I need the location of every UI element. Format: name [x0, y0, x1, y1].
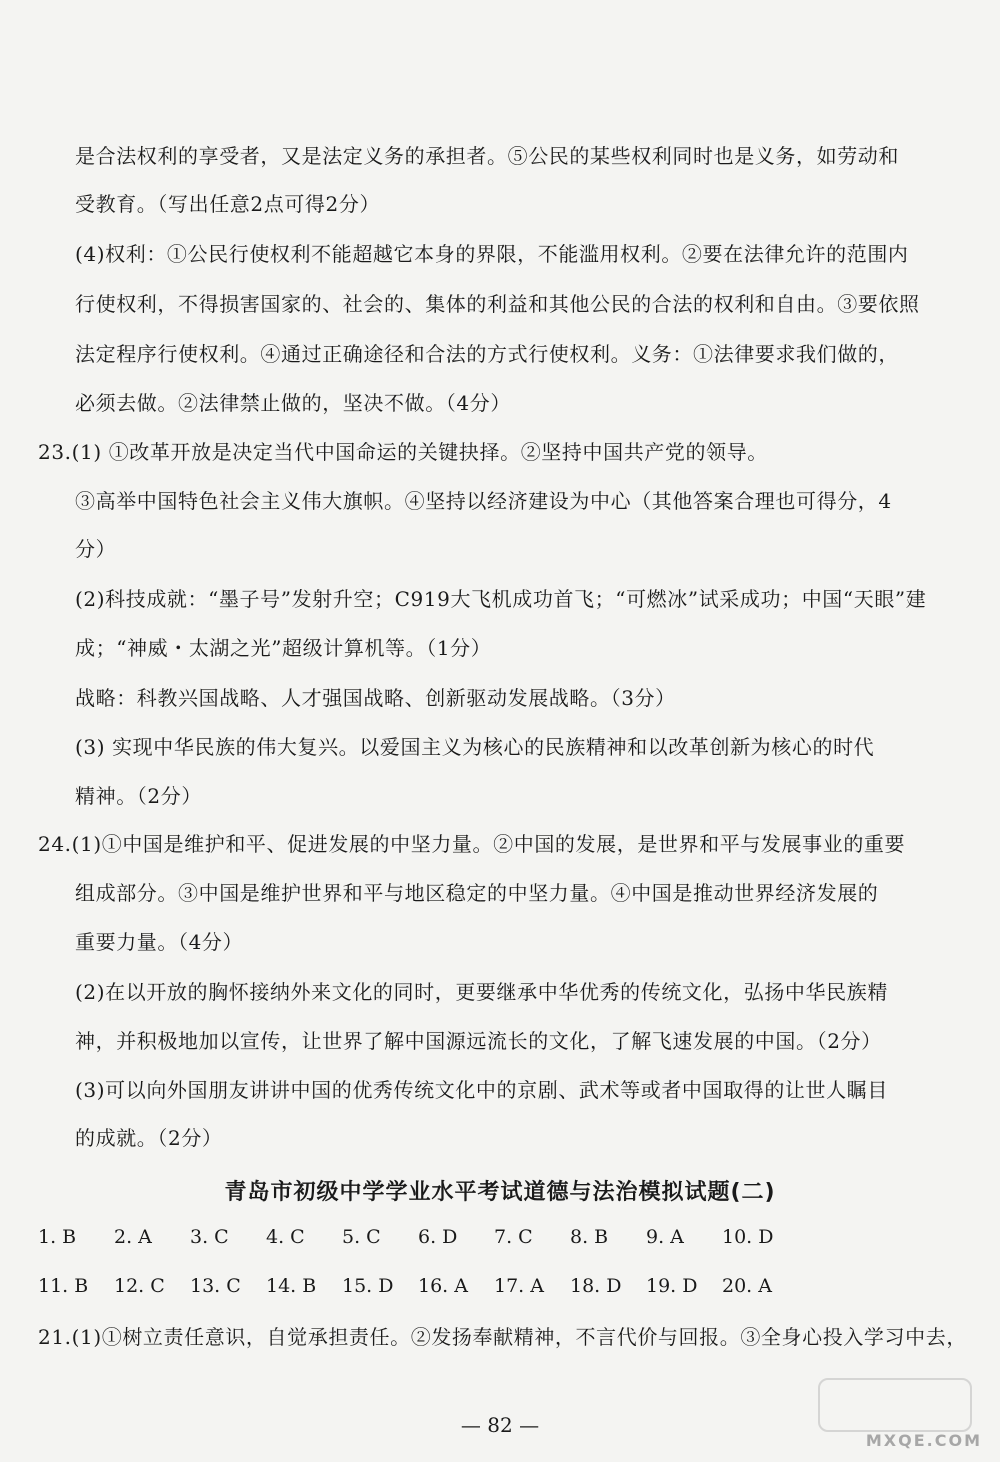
answer-item: 2. A — [114, 1226, 152, 1248]
text-line: 战略：科教兴国战略、人才强国战略、创新驱动发展战略。（3分） — [75, 686, 676, 710]
text-line: 必须去做。②法律禁止做的，坚决不做。（4分） — [75, 391, 511, 415]
answer-item: 4. C — [266, 1226, 305, 1248]
answer-item: 6. D — [418, 1226, 458, 1248]
answer-item: 8. B — [570, 1226, 609, 1248]
text-line: 神，并积极地加以宣传，让世界了解中国源远流长的文化，了解飞速发展的中国。（2分） — [75, 1029, 882, 1053]
answer-item: 18. D — [570, 1275, 622, 1297]
answer-item: 9. A — [646, 1226, 684, 1248]
text-line: ③高举中国特色社会主义伟大旗帜。④坚持以经济建设为中心（其他答案合理也可得分，4 — [75, 489, 892, 513]
text-line: (2)科技成就：“墨子号”发射升空；C919大飞机成功首飞；“可燃冰”试采成功；中国“天眼”建 — [75, 587, 927, 611]
answer-item: 16. A — [418, 1275, 468, 1297]
section-title: 青岛市初级中学学业水平考试道德与法治模拟试题(二) — [224, 1180, 776, 1205]
text-line: 分） — [75, 537, 117, 561]
text-line: 重要力量。（4分） — [75, 930, 244, 954]
text-line: (3)可以向外国朋友讲讲中国的优秀传统文化中的京剧、武术等或者中国取得的让世人瞩目 — [75, 1078, 888, 1102]
watermark-logo — [818, 1378, 972, 1432]
text-line: 是合法权利的享受者，又是法定义务的承担者。⑤公民的某些权利同时也是义务，如劳动和 — [75, 144, 899, 168]
answer-item: 3. C — [190, 1226, 229, 1248]
answer-item: 20. A — [722, 1275, 772, 1297]
question-21-line: 21.(1)①树立责任意识，自觉承担责任。②发扬奉献精神，不言代价与回报。③全身心投入学习中去， — [38, 1325, 967, 1349]
text-line: 受教育。（写出任意2点可得2分） — [75, 192, 381, 216]
answer-item: 17. A — [494, 1275, 544, 1297]
text-line: 行使权利，不得损害国家的、社会的、集体的利益和其他公民的合法的权利和自由。③要依照 — [75, 292, 920, 316]
answers-row-1 — [38, 1224, 798, 1250]
watermark-text: MXQE.COM — [865, 1431, 982, 1450]
question-23-line: 23.(1) ①改革开放是决定当代中国命运的关键抉择。②坚持中国共产党的领导。 — [38, 440, 768, 464]
text-line: (3) 实现中华民族的伟大复兴。以爱国主义为核心的民族精神和以改革创新为核心的时代 — [75, 735, 875, 759]
answer-item: 5. C — [342, 1226, 381, 1248]
text-line: 精神。（2分） — [75, 784, 202, 808]
question-24-line: 24.(1)①中国是维护和平、促进发展的中坚力量。②中国的发展，是世界和平与发展事业的重要 — [38, 832, 906, 856]
page-number: — 82 — — [460, 1413, 540, 1437]
text-line: (4)权利：①公民行使权利不能超越它本身的界限，不能滥用权利。②要在法律允许的范围内 — [75, 242, 909, 266]
answer-item: 19. D — [646, 1275, 698, 1297]
answer-item: 7. C — [494, 1226, 533, 1248]
text-line: (2)在以开放的胸怀接纳外来文化的同时，更要继承中华优秀的传统文化，弘扬中华民族精 — [75, 980, 888, 1004]
text-line: 的成就。（2分） — [75, 1126, 223, 1150]
text-line: 法定程序行使权利。④通过正确途径和合法的方式行使权利。义务：①法律要求我们做的， — [75, 342, 899, 366]
answer-item: 11. B — [38, 1275, 89, 1297]
answer-item: 15. D — [342, 1275, 394, 1297]
answer-item: 10. D — [722, 1226, 774, 1248]
text-line: 组成部分。③中国是维护世界和平与地区稳定的中坚力量。④中国是推动世界经济发展的 — [75, 881, 879, 905]
answer-item: 13. C — [190, 1275, 241, 1297]
text-line: 成；“神威・太湖之光”超级计算机等。（1分） — [75, 636, 492, 660]
answer-item: 12. C — [114, 1275, 165, 1297]
answer-item: 1. B — [38, 1226, 77, 1248]
answer-item: 14. B — [266, 1275, 317, 1297]
answers-row-2 — [38, 1273, 798, 1299]
